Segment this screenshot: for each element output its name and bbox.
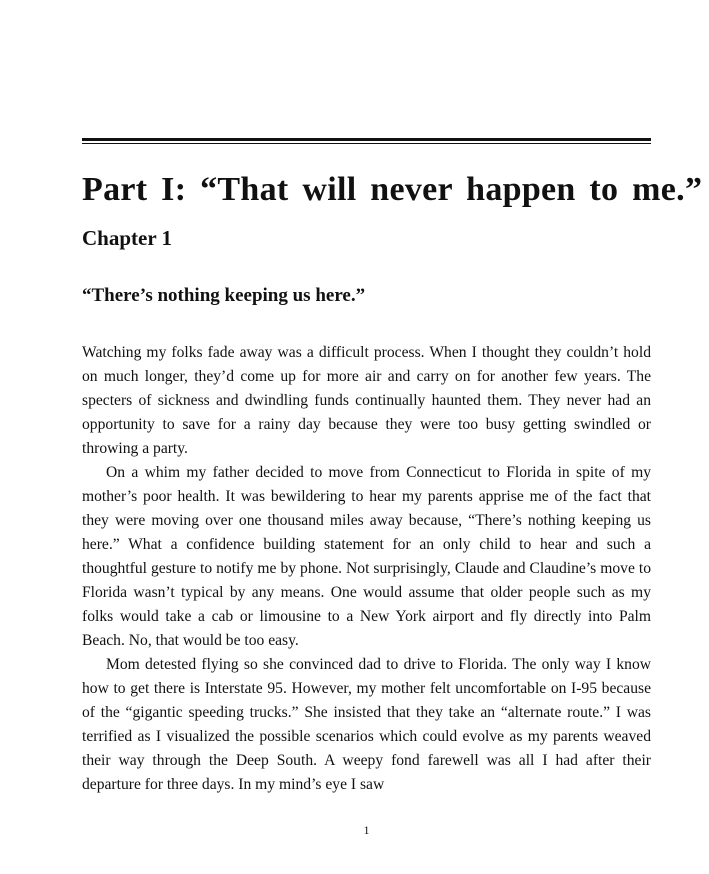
section-title: “There’s nothing keeping us here.” bbox=[82, 285, 366, 306]
chapter-title: Chapter 1 bbox=[82, 226, 173, 250]
paragraph-3: Mom detested flying so she convinced dad to drive to Florida. The only way I know how to get there is Interstate 95. However, my mother felt uncomfortable on I-95 because of the “gigantic speeding trucks.” She insisted that they take an “alternate route.” I was terrified as I visualized the possible scenarios which could evolve as my parents weaved their way through the Deep South. A weepy fond farewell was all I had after their departure for three days. In my mind’s eye I saw bbox=[82, 656, 651, 793]
part-title: Part I: “That will never happen to me.” bbox=[82, 171, 703, 208]
body-text bbox=[82, 341, 651, 797]
paragraph-1: Watching my folks fade away was a difficult process. When I thought they couldn’t hold on much longer, they’d come up for more air and carry on for another few years. The specters of sickness and dwindling funds continually haunted them. They never had an opportunity to save for a rainy day because they were too busy getting swindled or throwing a party. bbox=[82, 344, 651, 457]
header-rule-thin bbox=[82, 143, 651, 144]
paragraph-2: On a whim my father decided to move from Connecticut to Florida in spite of my mother’s poor health. It was bewildering to hear my parents apprise me of the fact that they were moving over one thousand miles away because, “There’s nothing keeping us here.” What a confidence building statement for an only child to hear and such a thoughtful gesture to notify me by phone. Not surprisingly, Claude and Claudine’s move to Florida wasn’t typical by any means. One would assume that older people such as my folks would take a cab or limousine to a New York airport and fly directly into Palm Beach. No, that would be too easy. bbox=[82, 464, 651, 649]
page-number: 1 bbox=[363, 823, 370, 837]
header-rule bbox=[82, 138, 651, 144]
